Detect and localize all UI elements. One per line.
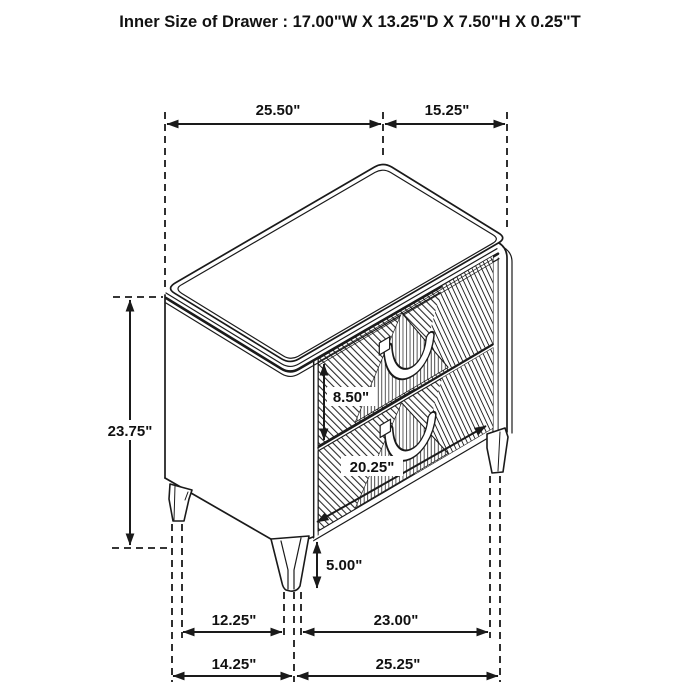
dim-top-width-label: 25.50" [255, 102, 301, 119]
dim-overall-height-label: 23.75" [107, 423, 153, 440]
dim-leg-height-label: 5.00" [326, 557, 363, 574]
page-title: Inner Size of Drawer : 17.00"W X 13.25"D X 7.50"H X 0.25"T [119, 13, 581, 31]
dim-side-span-inner-label: 12.25" [211, 612, 257, 629]
dim-top-depth-label: 15.25" [424, 102, 470, 119]
dim-front-span-inner-label: 23.00" [373, 612, 419, 629]
dim-front-span-outer-label: 25.25" [375, 656, 421, 673]
dim-front-diagonal-label: 20.25" [349, 459, 395, 476]
dim-drawer-height-label: 8.50" [332, 389, 370, 406]
dim-side-span-outer-label: 14.25" [211, 656, 257, 673]
